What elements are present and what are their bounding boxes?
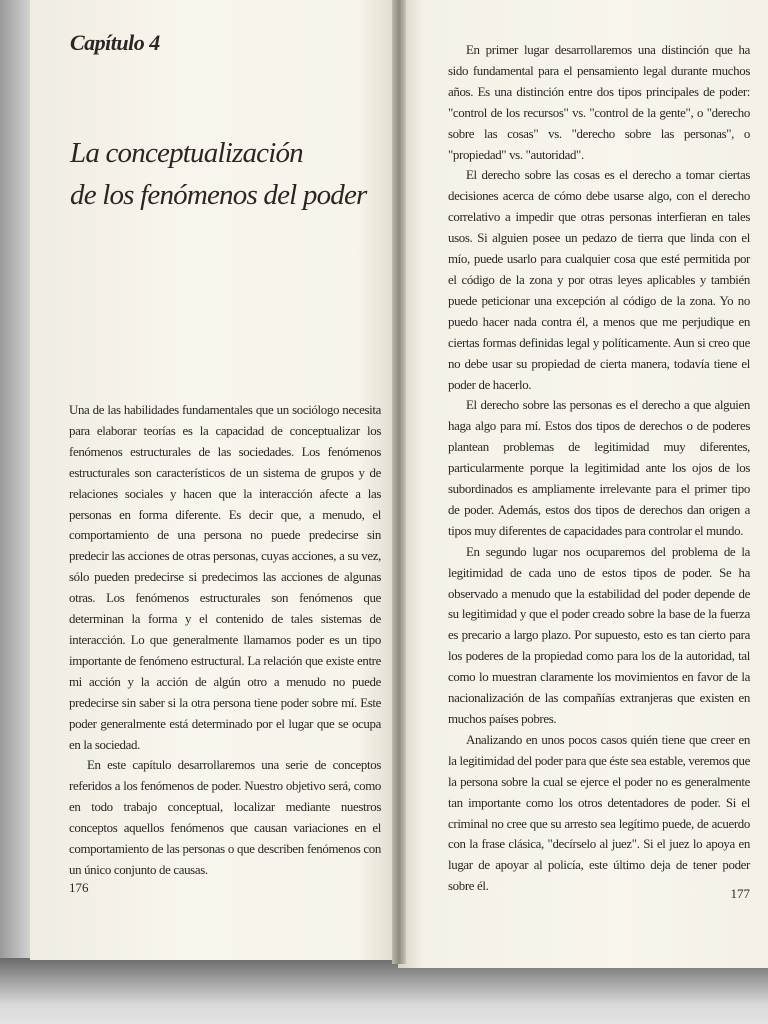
chapter-title: [70, 132, 390, 216]
right-page: [398, 0, 768, 968]
paragraph: El derecho sobre las cosas es el derecho a tomar ciertas decisiones acerca de cómo debe usarse algo, con el derecho correlativo a impedir que otras personas interfieran en tales usos. Si alguien posee un pedazo de tierra que linda con el mío, puede usarlo para cualquier cosa que esté permitida por el código de la zona y por otras leyes aplicables y también puede peticionar una excepción al código de la zona. Yo no puedo hacer nada contra él, a menos que me perjudique en ciertas formas definidas legal y políticamente. Aun si creo que no debe usar su propiedad de cierta manera, todavía tiene el poder de hacerlo.: [448, 168, 750, 392]
paragraph: Una de las habilidades fundamentales que un sociólogo necesita para elaborar teorías es la capacidad de conceptualizar los fenómenos estructurales de las sociedades. Los fenómenos estructurales son característicos de un sistema de grupos y de relaciones sociales y hacen que la interacción afecte a las personas en forma diferente. Es decir que, a menudo, el comportamiento de una persona no puede predecirse sin predecir las acciones de otras personas, cuyas acciones, a su vez, sólo pueden predecirse si predecimos las acciones de algunas otras. Los fenómenos estructurales son fenómenos que determinan la forma y el contenido de tales sistemas de interacción. Lo que generalmente llamamos poder es un tipo importante de fenómeno estructural. La relación que existe entre mi acción y la acción de algún otro a menudo no puede predecirse sin saber si la otra persona tiene poder sobre mí. Este poder generalmente está determinado por el lugar que se ocupa en la sociedad.: [69, 403, 381, 752]
chapter-title-line-1: La conceptualización: [70, 137, 303, 169]
left-page: [30, 0, 402, 960]
paragraph: En primer lugar desarrollaremos una distinción que ha sido fundamental para el pensamiento legal durante muchos años. Es una distinción entre dos tipos principales de poder: "control de los recursos" vs. "control de la gente", o "derecho sobre las cosas" vs. "derecho sobre las personas", o "propiedad" vs. "autoridad".: [448, 43, 750, 162]
left-body-text: [69, 400, 381, 881]
page-number-left: 176: [69, 880, 89, 895]
chapter-title-line-2: de los fenómenos del poder: [70, 179, 367, 211]
paragraph: El derecho sobre las personas es el derecho a que alguien haga algo para mí. Estos dos tipos de derechos o de poderes plantean problemas de legitimidad muy diferentes, particularmente porque la legitimidad ante los ojos de los subordinados es ampliamente irrelevante para el primer tipo de poder. Además, estos dos tipos de derechos dan origen a tipos muy diferentes de capacidades para controlar el mundo.: [448, 398, 750, 538]
paragraph: En este capítulo desarrollaremos una serie de conceptos referidos a los fenómenos de poder. Nuestro objetivo será, como en todo trabajo conceptual, localizar mediante nuestros conceptos aquellos fenómenos que causan variaciones en el comportamiento de las personas o que describen fenómenos con un único conjunto de causas.: [69, 758, 381, 877]
page-number-right: 177: [730, 886, 750, 901]
chapter-label: Capítulo 4: [70, 30, 160, 55]
book-gutter: [392, 0, 406, 964]
paragraph: Analizando en unos pocos casos quién tiene que creer en la legitimidad del poder para que éste sea estable, veremos que la persona sobre la cual se ejerce el poder no es generalmente tan importante como los otros detentadores de poder. Si el criminal no cree que su arresto sea legítimo puede, de acuerdo con la frase clásica, "decírselo al juez". Si el juez lo apoya en lugar de apoyar al policía, este último deja de tener poder sobre él.: [448, 732, 750, 894]
right-body-text: [448, 40, 750, 897]
paragraph: En segundo lugar nos ocuparemos del problema de la legitimidad de cada uno de estos tipos de poder. Se ha observado a menudo que la estabilidad del poder depende de su legitimidad y que el poder creado sobre la base de la fuerza es precario a largo plazo. Por supuesto, esto es tan cierto para los poderes de la propiedad como para los de la autoridad, tal como lo muestran claramente los movimientos en favor de la nacionalización de las compañías extranjeras que existen en muchos países pobres.: [448, 544, 750, 726]
